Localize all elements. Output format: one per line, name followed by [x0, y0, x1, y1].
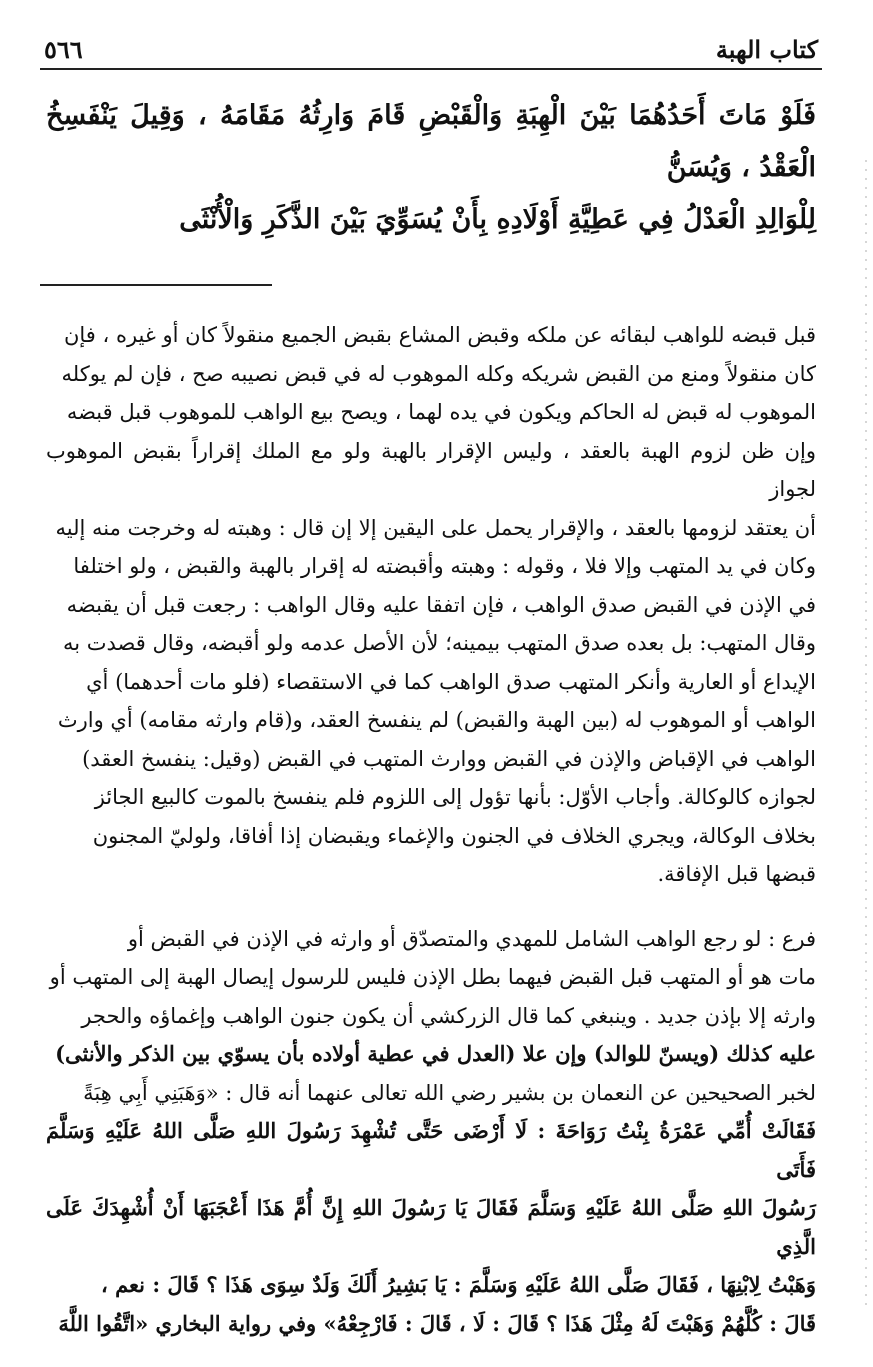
commentary-paragraph-1	[46, 316, 816, 894]
commentary-line: وقال المتهب: بل بعده صدق المتهب بيمينه؛ لأن الأصل عدمه ولو أقبضه، وقال قصدت به	[62, 631, 816, 655]
commentary-line: الواهب أو الموهوب له (بين الهبة والقبض) لم ينفسخ العقد، و(قام وارثه مقامه) أي وارث	[57, 708, 816, 732]
commentary-line: كان منقولاً ومنع من القبض شريكه وكله الموهوب له في قبض نصيبه صح ، فإن لم يوكله	[61, 361, 816, 386]
commentary-line: قبضها قبل الإفاقة.	[657, 862, 816, 886]
matn-line: فَلَوْ مَاتَ أَحَدُهُمَا بَيْنَ الْهِبَةِ وَالْقَبْضِ قَامَ وَارِثُهُ مَقَامَهُ ، وَقِيلَ يَنْفَسِخُ الْعَقْدُ ، وَيُسَنُّ	[46, 100, 816, 183]
commentary-text	[40, 316, 822, 1343]
document-page	[40, 36, 822, 1336]
hadith-line: رَسُولَ اللهِ صَلَّى اللهُ عَلَيْهِ وَسَلَّمَ فَقَالَ يَا رَسُولَ اللهِ إِنَّ أُمَّ هَذَا أَعْجَبَهَا أَنْ أُشْهِدَكَ عَلَى الَّذِي	[46, 1195, 816, 1259]
commentary-line: في الإذن في القبض صدق الواهب ، فإن اتفقا عليه وقال الواهب : رجعت قبل أن يقبضه	[66, 592, 816, 617]
commentary-line: فرع : لو رجع الواهب الشامل للمهدي والمتصدّق أو وارثه في الإذن في القبض أو	[127, 926, 816, 951]
paragraph-gap	[46, 894, 816, 920]
book-title: كتاب الهبة	[715, 35, 818, 64]
commentary-line: لجوازه كالوكالة. وأجاب الأوّل: بأنها تؤول إلى اللزوم فلم ينفسخ بالموت كالبيع الجائز	[94, 785, 816, 809]
hadith-line: وَهَبْتُ لِابْنِهَا ، فَقَالَ صَلَّى اللهُ عَلَيْهِ وَسَلَّمَ : يَا بَشِيرُ أَلَكَ وَلَدٌ سِوَى هَذَا ؟ قَالَ : نعم ،	[100, 1272, 816, 1297]
matn-line: لِلْوَالِدِ الْعَدْلُ فِي عَطِيَّةِ أَوْلَادِهِ بِأَنْ يُسَوِّيَ بَيْنَ الذَّكَرِ وَالْأُنْثَى	[179, 204, 816, 235]
commentary-line: الموهوب له قبض له الحاكم ويكون في يده لهما ، ويصح بيع الواهب للموهوب قبل قبضه	[66, 400, 816, 424]
hadith-line: فَقَالَتْ أُمِّي عَمْرَةُ بِنْتُ رَوَاحَةَ : لَا أَرْضَى حَتَّى تُشْهِدَ رَسُولَ اللهِ صَلَّى اللهُ عَلَيْهِ وَسَلَّمَ فَأَتَى	[46, 1118, 816, 1182]
commentary-line: الإيداع أو العارية وأنكر المتهب صدق الواهب كما في الاستقصاء (فلو مات أحدهما) أي	[86, 669, 816, 694]
commentary-line: وكان في يد المتهب وإلا فلا ، وقوله : وهبته وأقبضته له إقرار بالهبة والقبض ، ولو اختلفا	[73, 554, 816, 578]
commentary-line: قبل قبضه للواهب لبقائه عن ملكه وقبض المشاع بقبض الجميع منقولاً كان أو غيره ، فإن	[63, 323, 816, 347]
commentary-line: وإن ظن لزوم الهبة بالعقد ، وليس الإقرار بالهبة ولو مع الملك إقراراً بقبض الموهوب لجواز	[46, 438, 816, 501]
commentary-line: مات هو أو المتهب قبل القبض فيهما بطل الإذن فليس للرسول إيصال الهبة إلى المتهب أو	[49, 965, 816, 989]
footnote-divider	[40, 284, 272, 286]
commentary-line: أن يعتقد لزومها بالعقد ، والإقرار يحمل على اليقين إلا إن قال : وهبته له وخرجت منه إليه	[55, 515, 816, 540]
hadith-line: قَالَ : كُلَّهُمْ وَهَبْتَ لَهُ مِثْلَ هَذَا ؟ قَالَ : لَا ، قَالَ : فَارْجِعْهُ» وفي رواية البخاري «اتَّقُوا اللَّهَ	[58, 1310, 816, 1336]
commentary-paragraph-2	[46, 920, 816, 1344]
scan-edge-noise	[865, 160, 867, 1310]
matn-text	[40, 90, 822, 246]
commentary-line: الواهب في الإقباض والإذن في القبض ووارث المتهب في القبض (وقيل: ينفسخ العقد)	[82, 746, 816, 771]
page-header	[40, 36, 822, 70]
page-number: ٥٦٦	[44, 35, 83, 64]
commentary-line: بخلاف الوكالة، ويجري الخلاف في الجنون والإغماء ويقبضان إذا أفاقا، ولوليّ المجنون	[92, 823, 816, 848]
commentary-line: لخبر الصحيحين عن النعمان بن بشير رضي الله تعالى عنهما أنه قال : «وَهَبَنِي أَبِي هِبَةً	[83, 1080, 816, 1105]
commentary-line: وارثه إلا بإذن جديد . وينبغي كما قال الزركشي أن يكون جنون الواهب وإغماؤه والحجر	[81, 1003, 816, 1028]
commentary-line: عليه كذلك (ويسنّ للوالد) وإن علا (العدل في عطية أولاده بأن يسوّي بين الذكر والأنثى)	[55, 1041, 816, 1066]
